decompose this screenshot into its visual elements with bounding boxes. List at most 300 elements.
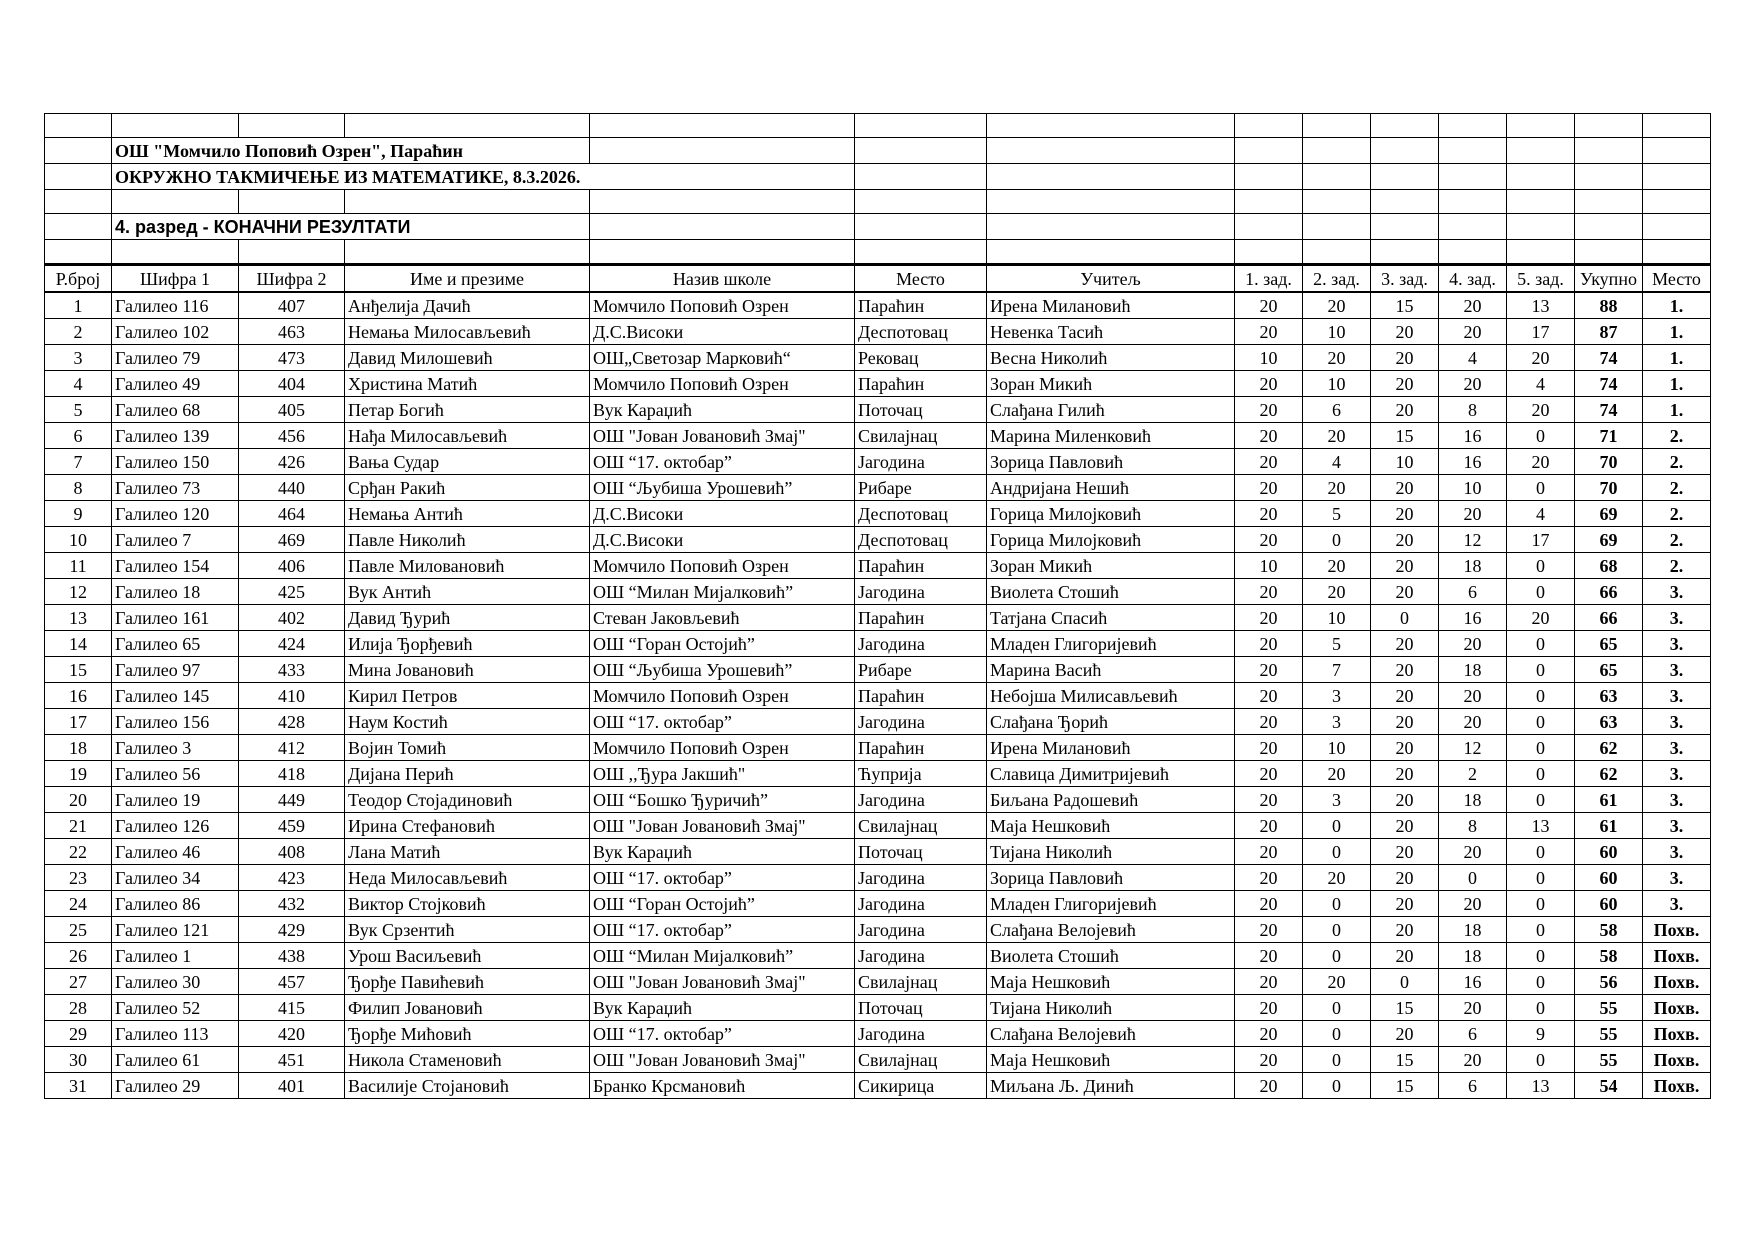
cell-task4: 12 — [1439, 527, 1507, 553]
table-row — [45, 709, 1711, 735]
cell-task3: 20 — [1371, 787, 1439, 813]
cell-task4: 20 — [1439, 683, 1507, 709]
cell-task1: 10 — [1235, 345, 1303, 371]
cell-position: 1. — [1643, 397, 1711, 423]
cell-position: Похв. — [1643, 1021, 1711, 1047]
cell-code1: Галилео 154 — [112, 553, 239, 579]
header-row — [45, 265, 1711, 293]
cell-task4: 20 — [1439, 709, 1507, 735]
cell-school: Вук Караџић — [590, 995, 855, 1021]
cell-task2: 0 — [1303, 1021, 1371, 1047]
cell-task2: 20 — [1303, 345, 1371, 371]
cell-rank: 8 — [45, 475, 112, 501]
header-task2: 2. зад. — [1303, 265, 1371, 293]
cell-code1: Галилео 156 — [112, 709, 239, 735]
cell-task4: 18 — [1439, 787, 1507, 813]
cell-place: Јагодина — [855, 891, 987, 917]
cell-code2: 440 — [239, 475, 345, 501]
cell-task5: 0 — [1507, 865, 1575, 891]
cell-total: 88 — [1575, 292, 1643, 319]
cell-code1: Галилео 30 — [112, 969, 239, 995]
cell-school: ОШ “17. октобар” — [590, 865, 855, 891]
table-row — [45, 865, 1711, 891]
cell-name: Филип Јовановић — [345, 995, 590, 1021]
cell-task3: 20 — [1371, 657, 1439, 683]
cell-task2: 0 — [1303, 839, 1371, 865]
cell-code2: 402 — [239, 605, 345, 631]
cell-total: 70 — [1575, 475, 1643, 501]
cell-school: ОШ “17. октобар” — [590, 917, 855, 943]
cell-position: 3. — [1643, 761, 1711, 787]
cell-school: ОШ “Милан Мијалковић” — [590, 579, 855, 605]
cell-name: Урош Васиљевић — [345, 943, 590, 969]
cell-teacher: Виолета Стошић — [987, 579, 1235, 605]
cell-code1: Галилео 68 — [112, 397, 239, 423]
cell-task1: 10 — [1235, 553, 1303, 579]
cell-place: Свилајнац — [855, 423, 987, 449]
cell-task3: 20 — [1371, 501, 1439, 527]
cell-task5: 0 — [1507, 969, 1575, 995]
cell-task5: 0 — [1507, 995, 1575, 1021]
cell-code2: 415 — [239, 995, 345, 1021]
cell-total: 66 — [1575, 579, 1643, 605]
cell-school: Момчило Поповић Озрен — [590, 553, 855, 579]
header-place: Место — [855, 265, 987, 293]
cell-place: Јагодина — [855, 943, 987, 969]
header-task1: 1. зад. — [1235, 265, 1303, 293]
cell-teacher: Младен Глигоријевић — [987, 631, 1235, 657]
cell-task4: 20 — [1439, 631, 1507, 657]
cell-task3: 20 — [1371, 891, 1439, 917]
cell-task2: 10 — [1303, 605, 1371, 631]
cell-total: 55 — [1575, 1047, 1643, 1073]
cell-task1: 20 — [1235, 527, 1303, 553]
cell-place: Свилајнац — [855, 1047, 987, 1073]
cell-task3: 10 — [1371, 449, 1439, 475]
cell-task3: 20 — [1371, 735, 1439, 761]
cell-name: Мина Јовановић — [345, 657, 590, 683]
table-row — [45, 371, 1711, 397]
blank-row — [45, 190, 1711, 214]
cell-task2: 10 — [1303, 735, 1371, 761]
cell-teacher: Ирена Милановић — [987, 292, 1235, 319]
cell-code1: Галилео 102 — [112, 319, 239, 345]
cell-task4: 2 — [1439, 761, 1507, 787]
cell-name: Немања Милосављевић — [345, 319, 590, 345]
cell-task3: 20 — [1371, 579, 1439, 605]
cell-code2: 401 — [239, 1073, 345, 1099]
cell-name: Теодор Стојадиновић — [345, 787, 590, 813]
cell-task3: 20 — [1371, 1021, 1439, 1047]
cell-school: ОШ "Јован Јовановић Змај" — [590, 813, 855, 839]
cell-code1: Галилео 121 — [112, 917, 239, 943]
cell-task3: 0 — [1371, 969, 1439, 995]
cell-task1: 20 — [1235, 292, 1303, 319]
cell-code1: Галилео 65 — [112, 631, 239, 657]
cell-task1: 20 — [1235, 397, 1303, 423]
cell-task4: 16 — [1439, 449, 1507, 475]
cell-school: ОШ "Јован Јовановић Змај" — [590, 423, 855, 449]
blank-row — [45, 114, 1711, 138]
cell-task1: 20 — [1235, 995, 1303, 1021]
cell-rank: 27 — [45, 969, 112, 995]
cell-code1: Галилео 161 — [112, 605, 239, 631]
cell-total: 68 — [1575, 553, 1643, 579]
cell-school: ОШ “Љубиша Урошевић” — [590, 475, 855, 501]
cell-teacher: Славица Димитријевић — [987, 761, 1235, 787]
cell-code1: Галилео 1 — [112, 943, 239, 969]
cell-task5: 0 — [1507, 1047, 1575, 1073]
cell-total: 63 — [1575, 683, 1643, 709]
cell-task5: 0 — [1507, 683, 1575, 709]
cell-name: Лана Матић — [345, 839, 590, 865]
cell-place: Јагодина — [855, 631, 987, 657]
cell-name: Ирина Стефановић — [345, 813, 590, 839]
cell-place: Јагодина — [855, 709, 987, 735]
cell-school: ОШ “17. октобар” — [590, 709, 855, 735]
cell-place: Јагодина — [855, 787, 987, 813]
cell-task4: 16 — [1439, 423, 1507, 449]
cell-total: 54 — [1575, 1073, 1643, 1099]
cell-name: Никола Стаменовић — [345, 1047, 590, 1073]
header-code2: Шифра 2 — [239, 265, 345, 293]
cell-name: Илија Ђорђевић — [345, 631, 590, 657]
cell-place: Поточац — [855, 839, 987, 865]
cell-name: Василије Стојановић — [345, 1073, 590, 1099]
cell-task4: 0 — [1439, 865, 1507, 891]
cell-task3: 20 — [1371, 527, 1439, 553]
cell-task4: 16 — [1439, 969, 1507, 995]
cell-task3: 20 — [1371, 813, 1439, 839]
cell-rank: 26 — [45, 943, 112, 969]
cell-code1: Галилео 97 — [112, 657, 239, 683]
cell-task2: 3 — [1303, 787, 1371, 813]
cell-place: Параћин — [855, 553, 987, 579]
cell-code2: 473 — [239, 345, 345, 371]
cell-total: 71 — [1575, 423, 1643, 449]
cell-school: Вук Караџић — [590, 839, 855, 865]
cell-place: Рибаре — [855, 657, 987, 683]
cell-school: Д.С.Високи — [590, 527, 855, 553]
cell-position: 3. — [1643, 683, 1711, 709]
cell-task2: 20 — [1303, 865, 1371, 891]
cell-task2: 20 — [1303, 475, 1371, 501]
cell-task4: 20 — [1439, 995, 1507, 1021]
cell-rank: 30 — [45, 1047, 112, 1073]
cell-task4: 20 — [1439, 371, 1507, 397]
cell-school: Момчило Поповић Озрен — [590, 292, 855, 319]
cell-task5: 0 — [1507, 735, 1575, 761]
cell-code2: 432 — [239, 891, 345, 917]
cell-code2: 418 — [239, 761, 345, 787]
cell-task1: 20 — [1235, 943, 1303, 969]
cell-code2: 405 — [239, 397, 345, 423]
cell-task2: 20 — [1303, 579, 1371, 605]
cell-code2: 456 — [239, 423, 345, 449]
cell-code1: Галилео 34 — [112, 865, 239, 891]
cell-task5: 20 — [1507, 449, 1575, 475]
cell-teacher: Небојша Милисављевић — [987, 683, 1235, 709]
cell-place: Свилајнац — [855, 813, 987, 839]
cell-task1: 20 — [1235, 761, 1303, 787]
cell-rank: 17 — [45, 709, 112, 735]
cell-teacher: Зорица Павловић — [987, 449, 1235, 475]
cell-total: 65 — [1575, 631, 1643, 657]
cell-position: 3. — [1643, 579, 1711, 605]
cell-position: 3. — [1643, 657, 1711, 683]
cell-task3: 15 — [1371, 423, 1439, 449]
cell-code2: 404 — [239, 371, 345, 397]
cell-task3: 20 — [1371, 319, 1439, 345]
cell-name: Петар Богић — [345, 397, 590, 423]
cell-teacher: Весна Николић — [987, 345, 1235, 371]
cell-school: ОШ ,,Ђура Јакшић" — [590, 761, 855, 787]
table-row — [45, 527, 1711, 553]
cell-code2: 459 — [239, 813, 345, 839]
cell-name: Виктор Стојковић — [345, 891, 590, 917]
cell-code1: Галилео 113 — [112, 1021, 239, 1047]
cell-name: Неда Милосављевић — [345, 865, 590, 891]
cell-total: 60 — [1575, 865, 1643, 891]
cell-teacher: Марина Миленковић — [987, 423, 1235, 449]
cell-total: 74 — [1575, 345, 1643, 371]
cell-task2: 20 — [1303, 423, 1371, 449]
cell-rank: 1 — [45, 292, 112, 319]
cell-place: Деспотовац — [855, 527, 987, 553]
table-row — [45, 319, 1711, 345]
cell-task1: 20 — [1235, 1047, 1303, 1073]
table-row — [45, 1073, 1711, 1099]
cell-place: Јагодина — [855, 449, 987, 475]
cell-task1: 20 — [1235, 839, 1303, 865]
cell-task3: 0 — [1371, 605, 1439, 631]
cell-name: Наум Костић — [345, 709, 590, 735]
cell-rank: 15 — [45, 657, 112, 683]
header-school: Назив школе — [590, 265, 855, 293]
cell-rank: 25 — [45, 917, 112, 943]
cell-task4: 6 — [1439, 579, 1507, 605]
cell-total: 58 — [1575, 943, 1643, 969]
header-task4: 4. зад. — [1439, 265, 1507, 293]
cell-school: Д.С.Високи — [590, 319, 855, 345]
cell-task5: 0 — [1507, 839, 1575, 865]
cell-task2: 3 — [1303, 683, 1371, 709]
cell-task5: 4 — [1507, 371, 1575, 397]
table-row — [45, 683, 1711, 709]
cell-teacher: Марина Васић — [987, 657, 1235, 683]
cell-code2: 426 — [239, 449, 345, 475]
cell-task2: 0 — [1303, 527, 1371, 553]
cell-task5: 0 — [1507, 475, 1575, 501]
cell-teacher: Зоран Микић — [987, 553, 1235, 579]
cell-teacher: Ирена Милановић — [987, 735, 1235, 761]
cell-school: ОШ “Горан Остојић” — [590, 891, 855, 917]
cell-name: Вања Судар — [345, 449, 590, 475]
cell-rank: 11 — [45, 553, 112, 579]
cell-task1: 20 — [1235, 319, 1303, 345]
header-teacher: Учитељ — [987, 265, 1235, 293]
cell-task2: 4 — [1303, 449, 1371, 475]
table-row — [45, 943, 1711, 969]
cell-school: ОШ "Јован Јовановић Змај" — [590, 1047, 855, 1073]
cell-name: Павле Миловановић — [345, 553, 590, 579]
cell-task4: 18 — [1439, 553, 1507, 579]
cell-position: 3. — [1643, 631, 1711, 657]
cell-task1: 20 — [1235, 813, 1303, 839]
school-title-row — [45, 138, 1711, 164]
table-row — [45, 553, 1711, 579]
cell-place: Рековац — [855, 345, 987, 371]
cell-code1: Галилео 19 — [112, 787, 239, 813]
cell-task3: 20 — [1371, 709, 1439, 735]
cell-position: Похв. — [1643, 943, 1711, 969]
cell-rank: 6 — [45, 423, 112, 449]
cell-school: ОШ “Љубиша Урошевић” — [590, 657, 855, 683]
table-row — [45, 969, 1711, 995]
cell-task1: 20 — [1235, 579, 1303, 605]
cell-task5: 20 — [1507, 397, 1575, 423]
cell-code1: Галилео 52 — [112, 995, 239, 1021]
cell-task5: 13 — [1507, 292, 1575, 319]
cell-position: 1. — [1643, 371, 1711, 397]
cell-task5: 0 — [1507, 579, 1575, 605]
cell-code2: 463 — [239, 319, 345, 345]
cell-task4: 6 — [1439, 1073, 1507, 1099]
cell-task1: 20 — [1235, 501, 1303, 527]
cell-teacher: Зоран Микић — [987, 371, 1235, 397]
cell-name: Вук Антић — [345, 579, 590, 605]
school-title: ОШ "Момчило Поповић Озрен", Параћин — [112, 138, 590, 164]
cell-task2: 20 — [1303, 761, 1371, 787]
cell-total: 63 — [1575, 709, 1643, 735]
cell-code2: 423 — [239, 865, 345, 891]
cell-task3: 20 — [1371, 943, 1439, 969]
cell-total: 87 — [1575, 319, 1643, 345]
cell-rank: 9 — [45, 501, 112, 527]
cell-name: Ђорђе Павићевић — [345, 969, 590, 995]
cell-task2: 10 — [1303, 319, 1371, 345]
table-row — [45, 501, 1711, 527]
cell-place: Јагодина — [855, 917, 987, 943]
table-row — [45, 605, 1711, 631]
cell-name: Дијана Перић — [345, 761, 590, 787]
table-row — [45, 657, 1711, 683]
cell-task4: 20 — [1439, 501, 1507, 527]
cell-code2: 464 — [239, 501, 345, 527]
cell-code1: Галилео 86 — [112, 891, 239, 917]
cell-task4: 18 — [1439, 917, 1507, 943]
cell-task4: 18 — [1439, 657, 1507, 683]
cell-school: Момчило Поповић Озрен — [590, 683, 855, 709]
cell-position: 1. — [1643, 319, 1711, 345]
cell-rank: 19 — [45, 761, 112, 787]
cell-code2: 451 — [239, 1047, 345, 1073]
cell-task4: 6 — [1439, 1021, 1507, 1047]
header-name: Име и презиме — [345, 265, 590, 293]
cell-place: Поточац — [855, 995, 987, 1021]
cell-teacher: Зорица Павловић — [987, 865, 1235, 891]
cell-task1: 20 — [1235, 969, 1303, 995]
cell-rank: 23 — [45, 865, 112, 891]
cell-code1: Галилео 126 — [112, 813, 239, 839]
cell-code1: Галилео 29 — [112, 1073, 239, 1099]
cell-name: Ђорђе Мићовић — [345, 1021, 590, 1047]
cell-code2: 406 — [239, 553, 345, 579]
cell-code1: Галилео 49 — [112, 371, 239, 397]
cell-place: Јагодина — [855, 579, 987, 605]
cell-teacher: Слађана Велојевић — [987, 917, 1235, 943]
cell-position: 1. — [1643, 292, 1711, 319]
cell-teacher: Невенка Тасић — [987, 319, 1235, 345]
cell-total: 70 — [1575, 449, 1643, 475]
cell-teacher: Виолета Стошић — [987, 943, 1235, 969]
cell-total: 55 — [1575, 1021, 1643, 1047]
cell-task5: 0 — [1507, 917, 1575, 943]
cell-position: 2. — [1643, 423, 1711, 449]
cell-teacher: Андријана Нешић — [987, 475, 1235, 501]
cell-task3: 20 — [1371, 865, 1439, 891]
table-row — [45, 891, 1711, 917]
cell-rank: 12 — [45, 579, 112, 605]
cell-task5: 0 — [1507, 787, 1575, 813]
cell-code1: Галилео 150 — [112, 449, 239, 475]
cell-code2: 410 — [239, 683, 345, 709]
cell-task2: 0 — [1303, 917, 1371, 943]
cell-position: 2. — [1643, 501, 1711, 527]
cell-task2: 0 — [1303, 1047, 1371, 1073]
cell-task5: 0 — [1507, 891, 1575, 917]
cell-code2: 438 — [239, 943, 345, 969]
cell-task2: 20 — [1303, 553, 1371, 579]
cell-task2: 3 — [1303, 709, 1371, 735]
cell-task5: 0 — [1507, 553, 1575, 579]
cell-code1: Галилео 61 — [112, 1047, 239, 1073]
cell-task1: 20 — [1235, 657, 1303, 683]
cell-task4: 18 — [1439, 943, 1507, 969]
cell-total: 62 — [1575, 735, 1643, 761]
cell-teacher: Слађана Гилић — [987, 397, 1235, 423]
cell-rank: 2 — [45, 319, 112, 345]
cell-school: ОШ “Бошко Ђуричић” — [590, 787, 855, 813]
cell-task2: 6 — [1303, 397, 1371, 423]
cell-position: Похв. — [1643, 995, 1711, 1021]
cell-total: 74 — [1575, 371, 1643, 397]
table-row — [45, 475, 1711, 501]
cell-code1: Галилео 116 — [112, 292, 239, 319]
cell-task3: 20 — [1371, 475, 1439, 501]
cell-task4: 20 — [1439, 319, 1507, 345]
cell-task3: 20 — [1371, 345, 1439, 371]
cell-total: 61 — [1575, 787, 1643, 813]
cell-task1: 20 — [1235, 1021, 1303, 1047]
cell-task1: 20 — [1235, 475, 1303, 501]
cell-rank: 22 — [45, 839, 112, 865]
cell-rank: 4 — [45, 371, 112, 397]
cell-name: Христина Матић — [345, 371, 590, 397]
cell-code1: Галилео 139 — [112, 423, 239, 449]
cell-code2: 424 — [239, 631, 345, 657]
cell-task4: 12 — [1439, 735, 1507, 761]
cell-teacher: Маја Нешковић — [987, 969, 1235, 995]
cell-task2: 0 — [1303, 1073, 1371, 1099]
cell-code2: 408 — [239, 839, 345, 865]
cell-teacher: Тијана Николић — [987, 995, 1235, 1021]
cell-position: Похв. — [1643, 1047, 1711, 1073]
cell-task3: 15 — [1371, 292, 1439, 319]
cell-school: Вук Караџић — [590, 397, 855, 423]
cell-position: 3. — [1643, 891, 1711, 917]
cell-task5: 0 — [1507, 423, 1575, 449]
